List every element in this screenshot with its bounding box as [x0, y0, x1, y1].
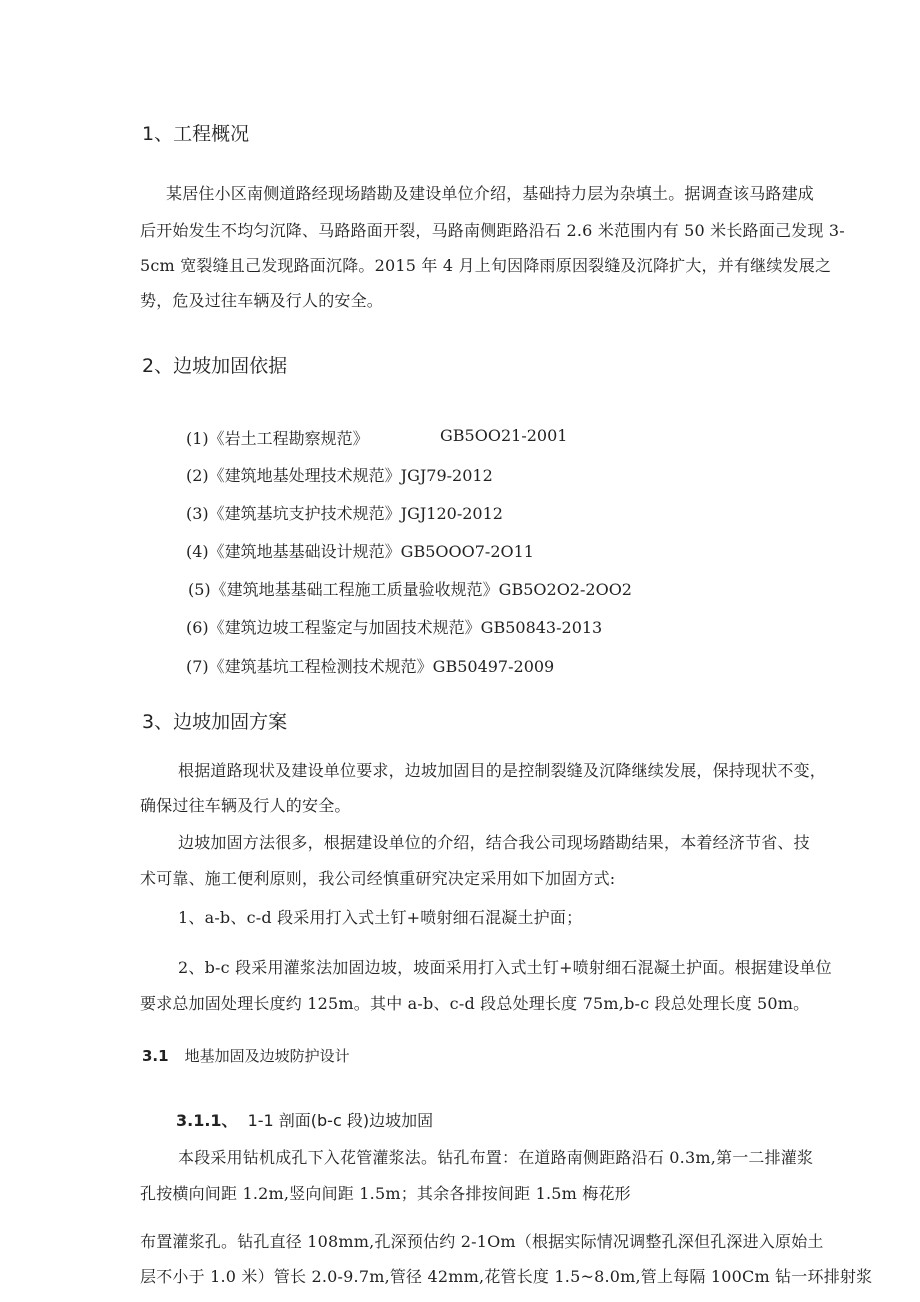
section-3-1-1-line: 层不小于 1.0 米）管长 2.0-9.7m,管径 42mm,花管长度 1.5~8.0m,管上每隔 100Cm 钻一环排射浆	[140, 1267, 873, 1286]
section-3-heading: 3、边坡加固方案	[142, 711, 288, 733]
reference-item	[186, 501, 503, 524]
section-3-1-1-heading	[176, 1108, 433, 1131]
method-item-1: 1、a-b、c-d 段采用打入式土钉+喷射细石混凝土护面；	[178, 908, 583, 927]
reference-title: (2)《建筑地基处理技术规范》	[186, 466, 401, 485]
reference-title: (4)《建筑地基基础设计规范》	[186, 542, 401, 561]
section-number: 3.1.1、	[176, 1111, 238, 1130]
reference-title: (7)《建筑基坑工程检测技术规范》	[186, 657, 433, 676]
section-1-line: 5cm 宽裂缝且己发现路面沉降。2015 年 4 月上旬因降雨原因裂缝及沉降扩大，并有继续发展之	[140, 256, 832, 275]
section-1-line: 势，危及过往车辆及行人的安全。	[140, 291, 384, 310]
reference-title: (5)《建筑地基基础工程施工质量验收规范》	[188, 580, 499, 599]
section-3-1-1-line: 孔按横向间距 1.2m,竖向间距 1.5m；其余各排按间距 1.5m 梅花形	[140, 1184, 631, 1203]
method-item-2-line: 2、b-c 段采用灌浆法加固边坡，坡面采用打入式土钉+喷射细石混凝土护面。根据建设单位	[178, 958, 832, 977]
reference-code: JGJ79-2012	[400, 466, 493, 485]
section-title: 1-1 剖面(b-c 段)边坡加固	[247, 1111, 434, 1130]
reference-item	[186, 463, 493, 486]
reference-title: (6)《建筑边坡工程鉴定与加固技术规范》	[186, 618, 481, 637]
reference-item	[186, 539, 534, 562]
section-3-paragraph-line: 边坡加固方法很多，根据建设单位的介绍，结合我公司现场踏勘结果，本着经济节省、技	[178, 833, 810, 852]
reference-item	[186, 654, 554, 677]
section-3-paragraph-line: 确保过往车辆及行人的安全。	[140, 796, 351, 815]
reference-title: (1)《岩土工程勘察规范》	[186, 429, 369, 448]
section-3-paragraph-line: 根据道路现状及建设单位要求，边坡加固目的是控制裂缝及沉降继续发展，保持现状不变，	[178, 761, 827, 780]
section-1-line: 后开始发生不均匀沉降、马路路面开裂，马路南侧距路沿石 2.6 米范围内有 50 米长路面己发现 3-	[140, 221, 845, 240]
section-3-1-heading	[142, 1045, 350, 1066]
reference-title: (3)《建筑基坑支护技术规范》	[186, 504, 401, 523]
reference-item	[186, 615, 602, 638]
section-3-paragraph-line: 术可靠、施工便利原则，我公司经慎重研究决定采用如下加固方式:	[140, 869, 616, 888]
reference-code: GB5OO21-2001	[440, 426, 568, 445]
reference-code: GB5O2O2-2OO2	[498, 580, 632, 599]
section-3-1-1-line: 布置灌浆孔。钻孔直径 108mm,孔深预估约 2-1Om（根据实际情况调整孔深但孔深进入原始土	[140, 1232, 824, 1251]
method-item-2-line: 要求总加固处理长度约 125m。其中 a-b、c-d 段总处理长度 75m,b-c 段总处理长度 50m。	[140, 994, 810, 1013]
section-2-heading: 2、边坡加固依据	[142, 355, 288, 377]
reference-code: JGJ120-2012	[400, 504, 503, 523]
section-1-line: 某居住小区南侧道路经现场踏勘及建设单位介绍，基础持力层为杂填土。据调查该马路建成	[166, 184, 815, 203]
section-number: 3.1	[142, 1047, 169, 1065]
section-title: 地基加固及边坡防护设计	[184, 1047, 350, 1065]
reference-code: GB50843-2013	[480, 618, 603, 637]
reference-item	[188, 577, 632, 600]
reference-code: GB5OOO7-2O11	[400, 542, 534, 561]
section-1-heading: 1、工程概况	[142, 123, 250, 145]
section-3-1-1-line: 本段采用钻机成孔下入花管灌浆法。钻孔布置：在道路南侧距路沿石 0.3m,第一二排灌浆	[178, 1148, 814, 1167]
reference-code: GB50497-2009	[432, 657, 555, 676]
